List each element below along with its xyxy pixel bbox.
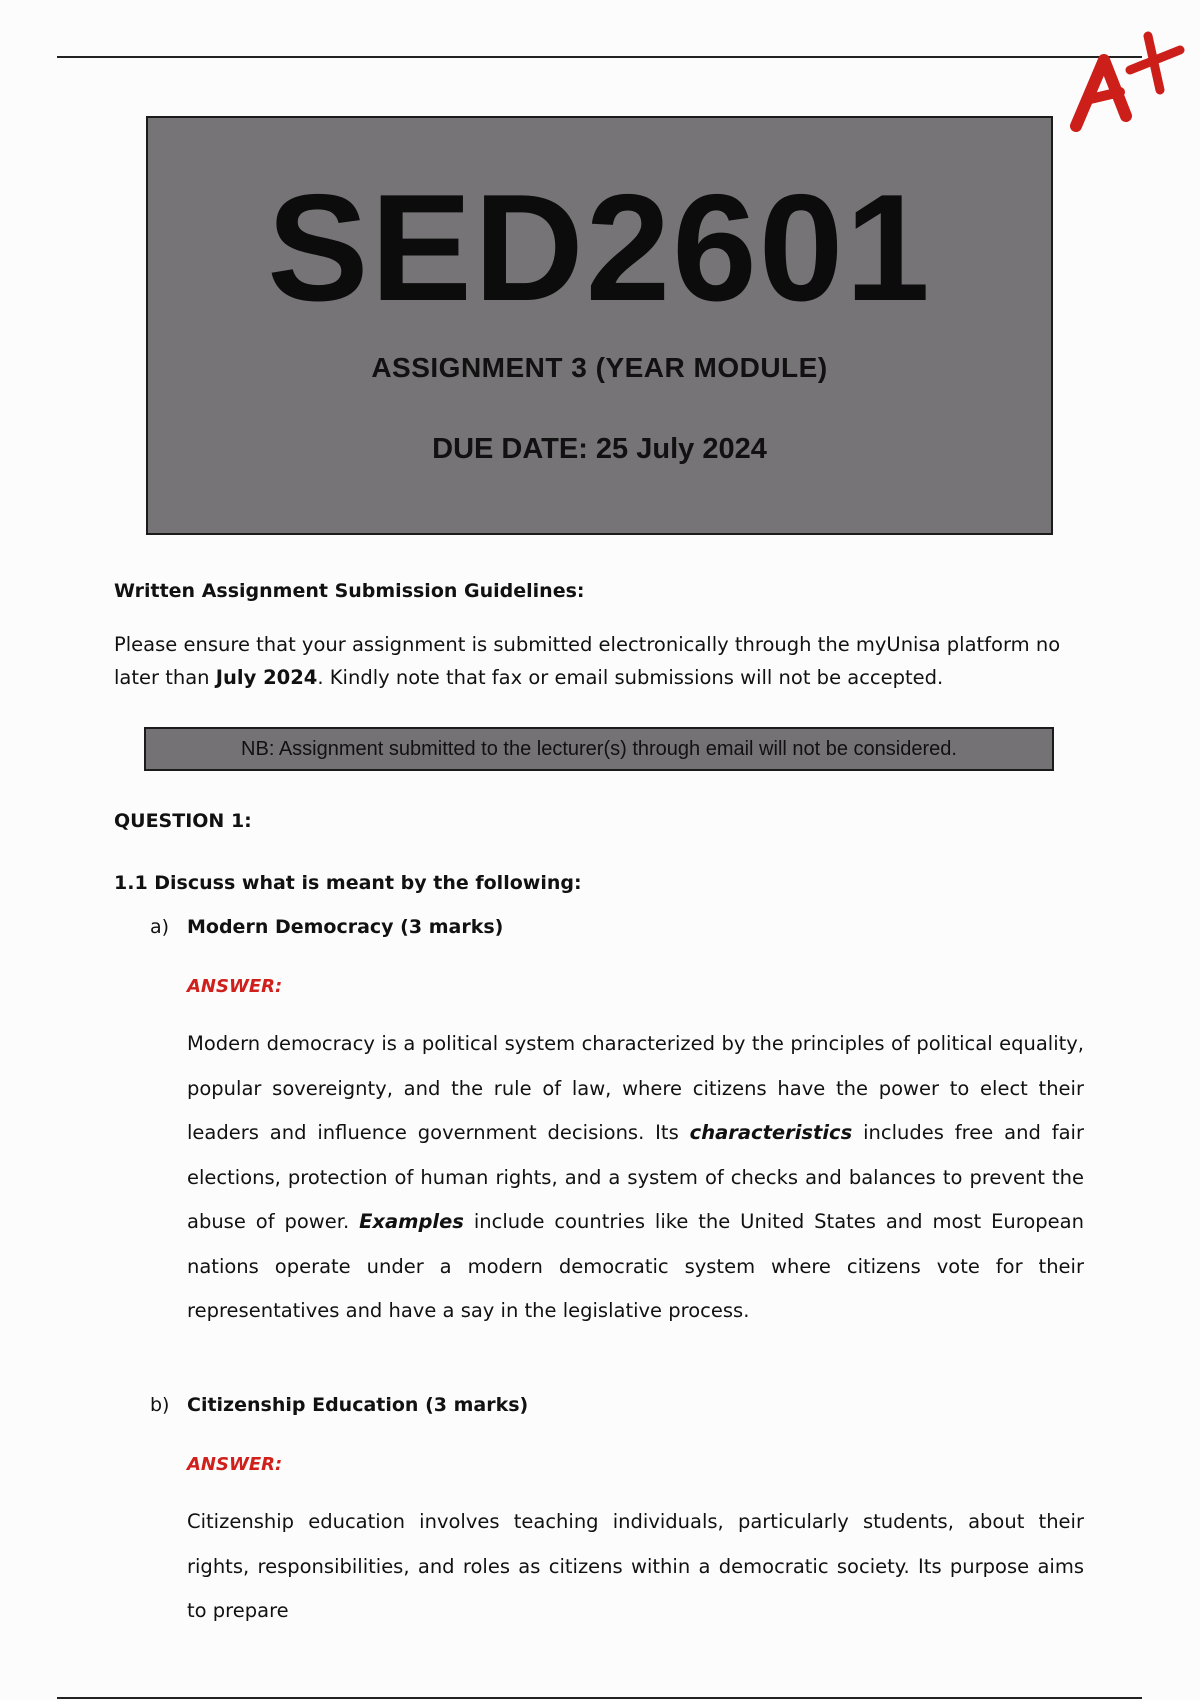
guidelines-heading: Written Assignment Submission Guidelines: <box>114 580 585 602</box>
item-a-answer-bold1: characteristics <box>689 1121 853 1144</box>
course-code: SED2601 <box>267 163 932 333</box>
item-a-answer-bold2: Examples <box>359 1210 464 1233</box>
guidelines-date: July 2024 <box>215 666 318 689</box>
top-rule <box>57 56 1142 58</box>
item-a-answer-text <box>187 1022 1084 1334</box>
bottom-rule <box>57 1697 1142 1699</box>
item-b-title: Citizenship Education (3 marks) <box>187 1394 529 1416</box>
item-a-title: Modern Democracy (3 marks) <box>187 916 504 938</box>
grade-mark <box>1068 30 1188 140</box>
due-date: DUE DATE: 25 July 2024 <box>432 433 767 465</box>
title-box <box>146 116 1053 535</box>
question-subheading: 1.1 Discuss what is meant by the following: <box>114 872 582 894</box>
item-b-answer-label: ANSWER: <box>187 1454 283 1475</box>
item-a-answer-label: ANSWER: <box>187 976 283 997</box>
item-b-letter: b) <box>150 1394 170 1416</box>
item-b-answer-text: Citizenship education involves teaching individuals, particularly students, about their rights, responsibilities, and roles as citizens within a democratic society. Its purpose aims to prepare <box>187 1510 1084 1622</box>
item-a-answer-part1: Modern democracy is a political system characterized by the principles of political equality, popular sovereignty, and the rule of law, where citizens have the power to elect their leaders and influence government decisions. Its <box>187 1032 1084 1144</box>
notice-box: NB: Assignment submitted to the lecturer(s) through email will not be considered. <box>144 727 1054 771</box>
guidelines-text-part1: Please ensure that your assignment is submitted electronically through the myUnisa platform no later than <box>114 633 1061 689</box>
guidelines-text <box>114 628 1074 694</box>
guidelines-text-part2: . Kindly note that fax or email submissions will not be accepted. <box>317 666 944 689</box>
item-a-letter: a) <box>150 916 170 938</box>
assignment-title: ASSIGNMENT 3 (YEAR MODULE) <box>371 352 828 383</box>
grade-mark-drawing <box>1068 30 1188 140</box>
item-a-answer-part2: includes free and fair elections, protection of human rights, and a system of checks and balances to prevent the abuse of power. <box>187 1121 1084 1233</box>
question-heading: QUESTION 1: <box>114 810 252 832</box>
item-a-answer-part3: include countries like the United States and most European nations operate under a modern democratic system where citizens vote for their representatives and have a say in the legislative process. <box>187 1210 1084 1322</box>
